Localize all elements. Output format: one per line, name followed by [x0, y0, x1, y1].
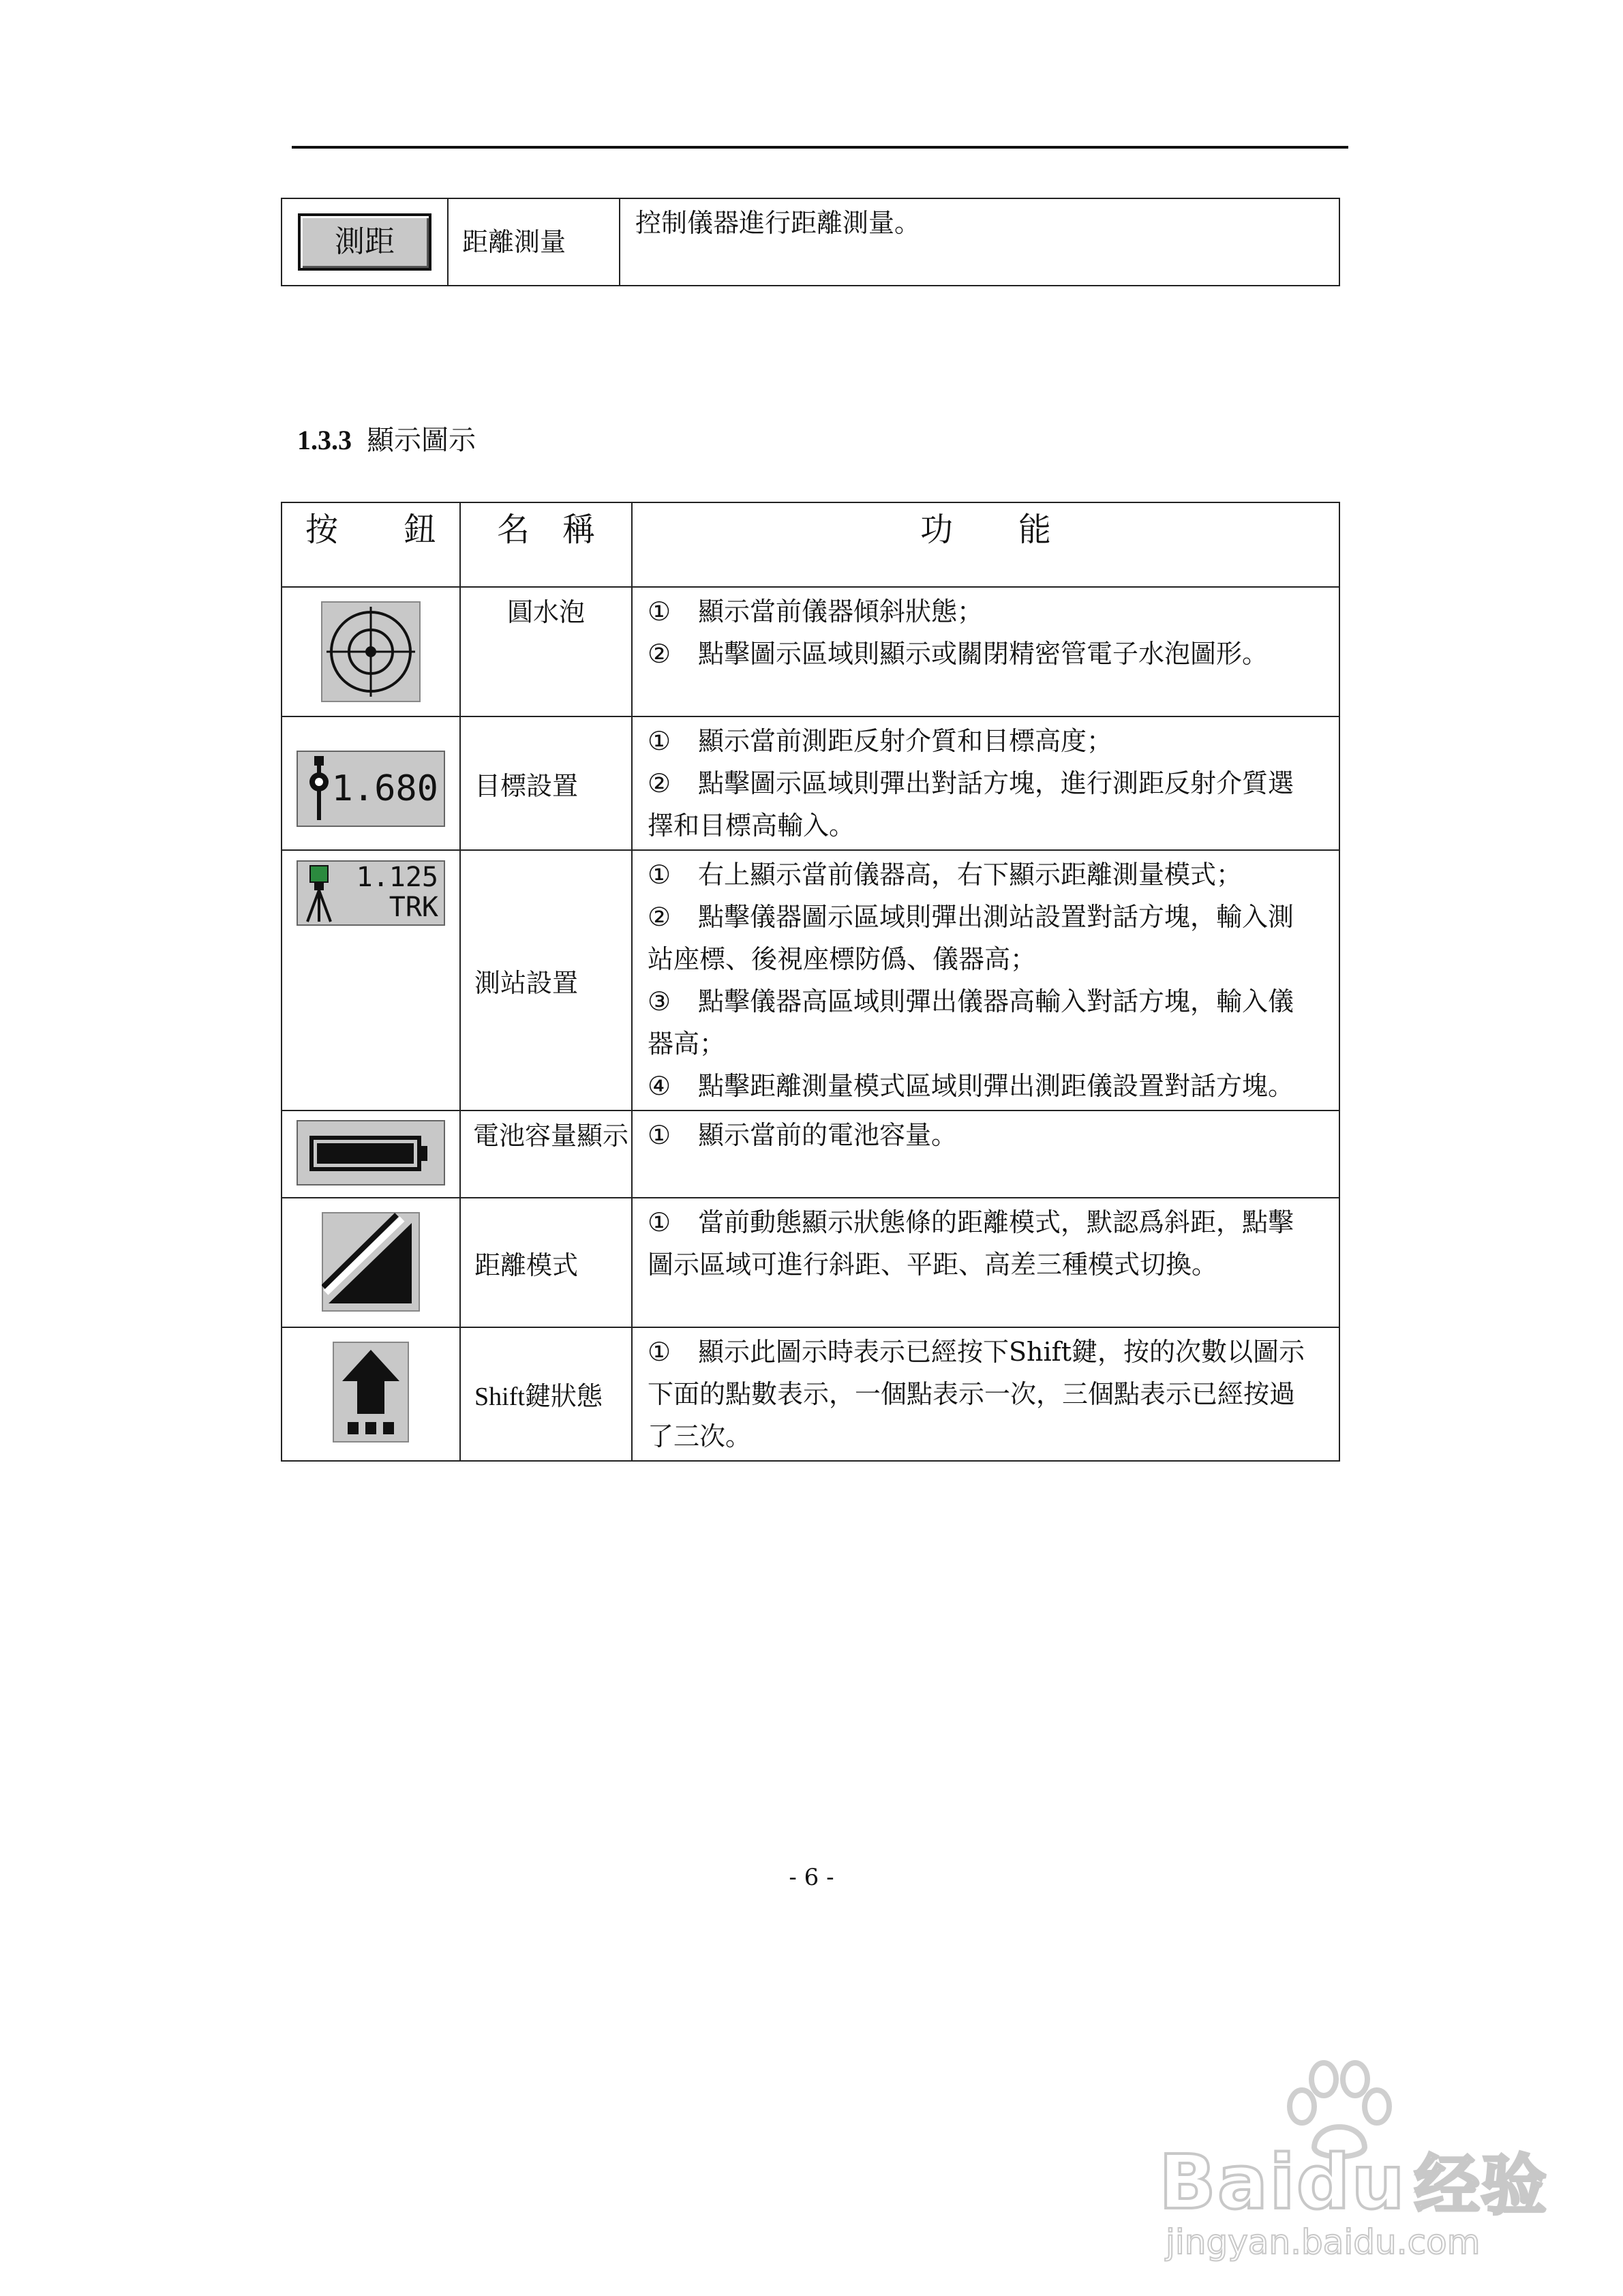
watermark-cn: 经验 — [1414, 2147, 1548, 2224]
baidu-watermark — [1159, 2059, 1554, 2263]
icon-cell — [282, 587, 460, 716]
row-name: 測站設置 — [460, 850, 632, 1111]
table-row — [282, 1111, 1339, 1198]
watermark-url: jingyan.baidu.com — [1166, 2222, 1481, 2262]
row-function: ① 右上顯示當前儀器高，右下顯示距離測量模式； ② 點擊儀器圖示區域則彈出測站設置對話方塊，輸入測 站座標、後視座標防僞、儀器高； ③ 點擊儀器高區域則彈出儀器高輸入對話方塊，輸入儀 器高； ④ 點擊距離測量模式區域則彈出測距儀設置對話方塊。 — [632, 850, 1339, 1111]
station-instrument-icon[interactable] — [297, 860, 445, 926]
target-height-text: 1.680 — [331, 768, 438, 809]
row-function: ① 顯示當前的電池容量。 — [632, 1111, 1339, 1198]
row-function: ① 當前動態顯示狀態條的距離模式，默認爲斜距，點擊 圖示區域可進行斜距、平距、高差三種模式切換。 — [632, 1198, 1339, 1327]
row-function: ① 顯示當前測距反射介質和目標高度； ② 點擊圖示區域則彈出對話方塊，進行測距反射介質選 擇和目標高輸入。 — [632, 716, 1339, 850]
table-row — [282, 716, 1339, 850]
instrument-height-text: 1.125 — [356, 862, 438, 893]
icon-cell — [282, 1111, 460, 1198]
top-icon-cell — [282, 198, 448, 286]
icon-cell — [282, 850, 460, 1111]
measure-distance-button[interactable]: 測距 — [298, 213, 431, 271]
header-function: 功 能 — [632, 502, 1339, 587]
section-heading: 1.3.3 顯示圖示 — [297, 425, 476, 456]
row-name: 圓水泡 — [460, 587, 632, 716]
icon-cell — [282, 716, 460, 850]
top-table — [281, 198, 1340, 286]
top-name: 距離測量 — [448, 198, 620, 286]
icon-cell — [282, 1327, 460, 1461]
prism-target-icon[interactable] — [297, 751, 445, 827]
top-function: 控制儀器進行距離測量。 — [620, 198, 1339, 286]
icon-cell — [282, 1198, 460, 1327]
header-button: 按 鈕 — [282, 502, 460, 587]
level-bubble-icon[interactable] — [321, 601, 421, 702]
table-row — [282, 587, 1339, 716]
table-row — [282, 1198, 1339, 1327]
row-function: ① 顯示當前儀器傾斜狀態； ② 點擊圖示區域則顯示或關閉精密管電子水泡圖形。 — [632, 587, 1339, 716]
table-row — [282, 850, 1339, 1111]
measure-mode-text: TRK — [389, 892, 438, 923]
header-rule — [292, 146, 1348, 149]
row-function: ① 顯示此圖示時表示已經按下Shift鍵，按的次數以圖示 下面的點數表示，一個點表示一次，三個點表示已經按過 了三次。 — [632, 1327, 1339, 1461]
watermark-brand2: du — [1296, 2139, 1406, 2226]
slope-distance-icon[interactable] — [322, 1212, 420, 1312]
icons-table — [281, 502, 1340, 1462]
page-number: - 6 - — [789, 1864, 834, 1891]
row-name: 電池容量顯示 — [460, 1111, 632, 1198]
row-name: Shift鍵狀態 — [460, 1327, 632, 1461]
header-name: 名 稱 — [460, 502, 632, 587]
table-header-row — [282, 502, 1339, 587]
row-name: 目標設置 — [460, 716, 632, 850]
table-row — [282, 1327, 1339, 1461]
watermark-brand: Bai — [1159, 2139, 1296, 2226]
battery-icon[interactable] — [297, 1120, 445, 1185]
row-name: 距離模式 — [460, 1198, 632, 1327]
shift-arrow-icon[interactable] — [333, 1342, 409, 1442]
